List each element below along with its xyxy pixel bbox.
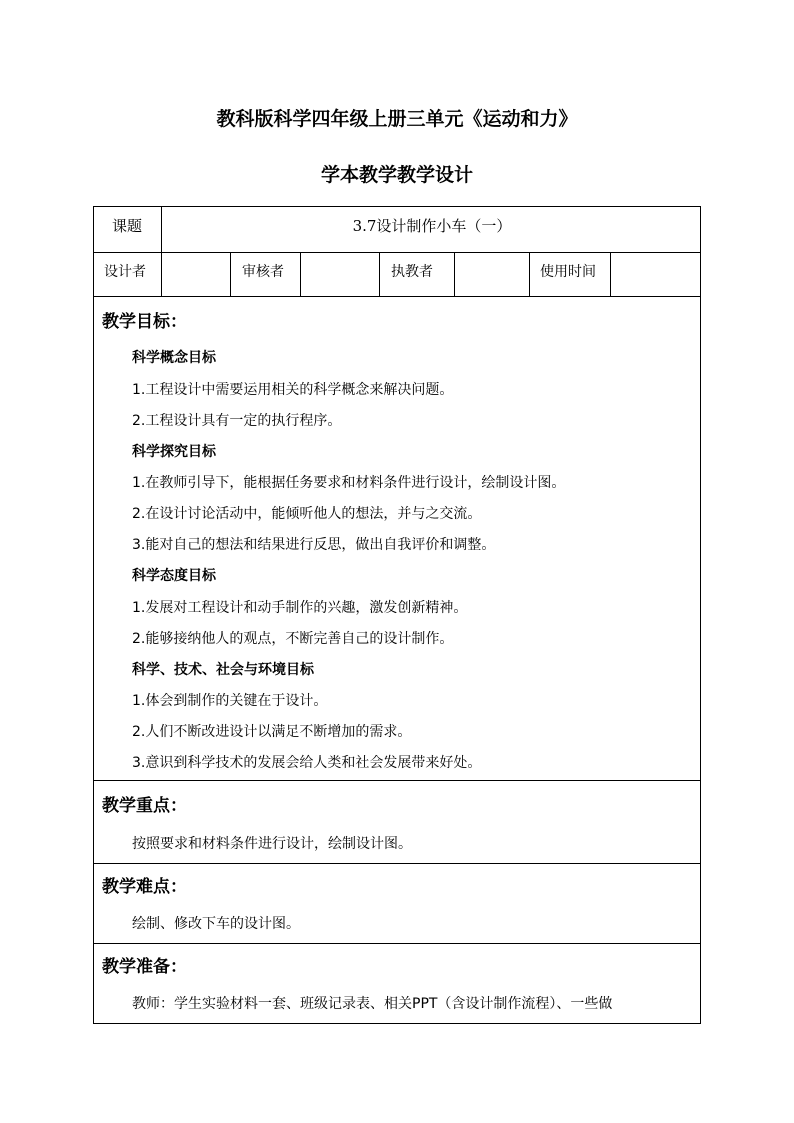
objective-group-title: 科学探究目标 (132, 444, 216, 460)
objective-item: 2.在设计讨论活动中，能倾听他人的想法，并与之交流。 (132, 506, 482, 522)
document-subtitle: 学本教学教学设计 (320, 164, 473, 186)
lesson-plan-table (93, 206, 701, 1024)
objective-item: 3.意识到科学技术的发展会给人类和社会发展带来好处。 (132, 755, 482, 771)
row-divider (94, 943, 700, 944)
key-points-text: 按照要求和材料条件进行设计，绘制设计图。 (132, 836, 412, 852)
document-title: 教科版科学四年级上册三单元《运动和力》 (216, 108, 578, 130)
objective-item: 2.工程设计具有一定的执行程序。 (132, 413, 342, 429)
objective-item: 1.在教师引导下，能根据任务要求和材料条件进行设计，绘制设计图。 (132, 475, 566, 491)
usage-time-label: 使用时间 (540, 264, 596, 280)
column-divider (610, 252, 611, 296)
reviewer-label: 审核者 (242, 264, 284, 280)
topic-value: 3.7设计制作小车（一） (352, 217, 512, 235)
objective-group-title: 科学态度目标 (132, 568, 216, 584)
topic-label: 课题 (112, 217, 143, 235)
objective-item: 2.人们不断改进设计以满足不断增加的需求。 (132, 724, 412, 740)
preparation-heading: 教学准备： (102, 957, 187, 977)
objective-item: 1.工程设计中需要运用相关的科学概念来解决问题。 (132, 382, 454, 398)
row-divider (94, 780, 700, 781)
objective-item: 1.发展对工程设计和动手制作的兴趣，激发创新精神。 (132, 600, 468, 616)
difficulties-heading: 教学难点： (102, 877, 187, 897)
objective-group-title: 科学概念目标 (132, 350, 216, 366)
column-divider (529, 252, 530, 296)
preparation-text: 教师：学生实验材料一套、班级记录表、相关PPT（含设计制作流程）、一些做 (132, 996, 613, 1012)
row-divider (94, 296, 700, 297)
objective-item: 1.体会到制作的关键在于设计。 (132, 693, 328, 709)
teacher-label: 执教者 (391, 264, 433, 280)
objective-group-title: 科学、技术、社会与环境目标 (132, 662, 314, 678)
designer-label: 设计者 (104, 264, 146, 280)
difficulties-text: 绘制、修改下车的设计图。 (132, 916, 300, 932)
column-divider (300, 252, 301, 296)
column-divider (379, 252, 380, 296)
row-divider (94, 863, 700, 864)
objective-item: 3.能对自己的想法和结果进行反思，做出自我评价和调整。 (132, 537, 496, 553)
key-points-heading: 教学重点： (102, 796, 187, 816)
column-divider (454, 252, 455, 296)
objectives-heading: 教学目标： (102, 312, 187, 332)
column-divider (230, 252, 231, 296)
objective-item: 2.能够接纳他人的观点，不断完善自己的设计制作。 (132, 631, 454, 647)
